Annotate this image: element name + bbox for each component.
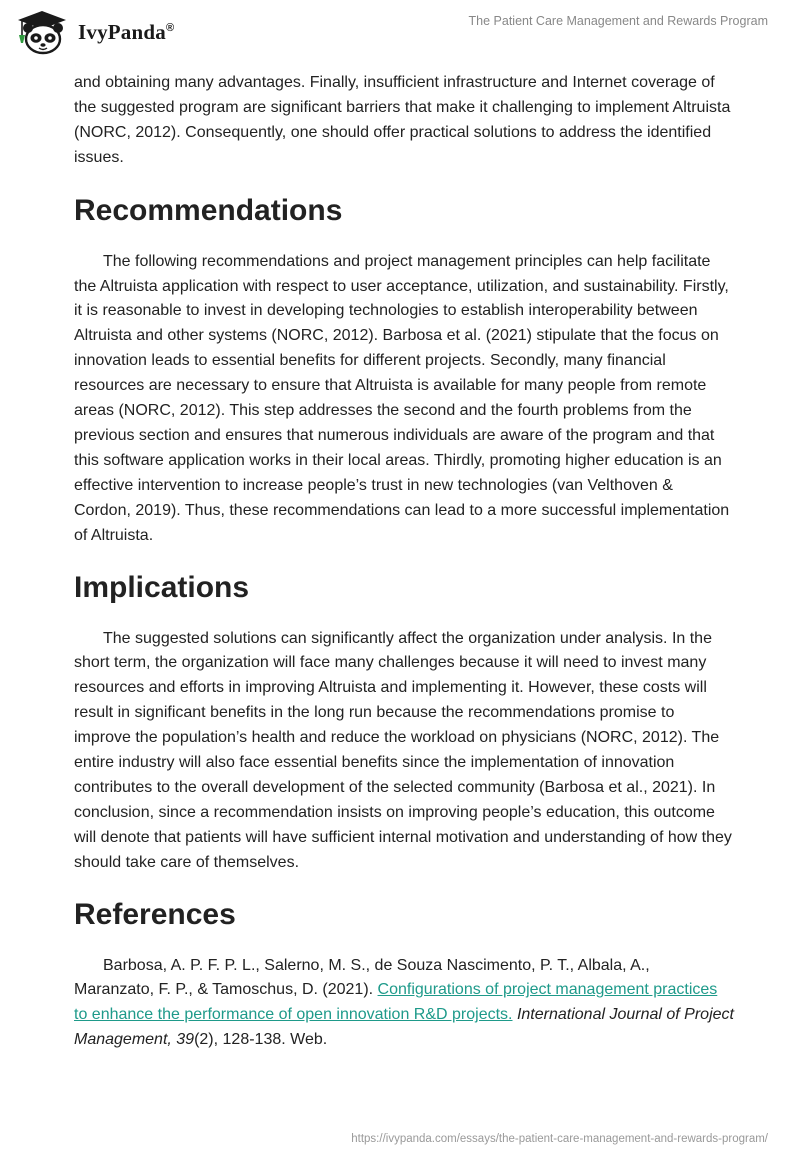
intro-paragraph: and obtaining many advantages. Finally, insufficient infrastructure and Internet coverage of the suggested program are significant barriers that make it challenging to implement Altruista (NORC, 2012). Consequently, one should offer practical solutions to address the identified issues. bbox=[74, 74, 731, 166]
reference-journal: International Journal of Project Management, 39 bbox=[74, 1006, 734, 1049]
section-heading-implications: Implications bbox=[74, 570, 250, 604]
reference-link[interactable]: Configurations of project management practices to enhance the performance of open innovation R&D projects. bbox=[74, 981, 718, 1024]
document-title: The Patient Care Management and Rewards Program bbox=[468, 14, 768, 28]
panda-mascot-icon bbox=[14, 9, 70, 55]
reference-issue-pages: (2), 128-138. Web. bbox=[194, 1031, 328, 1049]
essay-body bbox=[74, 71, 734, 1053]
section-heading-references: References bbox=[74, 897, 236, 931]
section-heading-recommendations: Recommendations bbox=[74, 193, 343, 227]
footer-url[interactable]: https://ivypanda.com/essays/the-patient-care-management-and-rewards-program/ bbox=[351, 1133, 768, 1145]
reference-entry bbox=[74, 954, 734, 1054]
brand-logo[interactable] bbox=[14, 8, 174, 56]
recommendations-paragraph: The following recommendations and project management principles can help facilitate the Altruista application with respect to user acceptance, utilization, and sustainability. Firstly, it is reasonable to invest in developing technologies to establish interoperability between Altruista and other systems (NORC, 2012). Barbosa et al. (2021) stipulate that the focus on innovation leads to essential benefits for different projects. Secondly, many financial resources are necessary to ensure that Altruista is available for many people from remote areas (NORC, 2012). This step addresses the second and the fourth problems from the previous section and ensures that numerous individuals are aware of the program and that this software application works in their local areas. Thirdly, promoting higher education is an effective intervention to increase people’s trust in new technologies (van Velthoven & Cordon, 2019). Thus, these recommendations can lead to a more successful implementation of Altruista. bbox=[74, 252, 730, 544]
implications-paragraph: The suggested solutions can significantly affect the organization under analysis. In the short term, the organization will face many challenges because it will need to invest many resources and efforts in improving Altruista and implementing it. However, these costs will result in significant benefits in the long run because the recommendations promise to improve the population’s health and reduce the workload on physicians (NORC, 2012). The entire industry will also face essential benefits since the implementation of innovation contributes to the overall development of the selected community (Barbosa et al., 2021). In conclusion, since a recommendation insists on improving people’s education, this outcome will denote that patients will have sufficient internal motivation and understanding of how they should take care of themselves. bbox=[74, 629, 732, 871]
brand-name: IvyPanda® bbox=[78, 19, 175, 44]
reference-authors: Barbosa, A. P. F. P. L., Salerno, M. S., de Souza Nascimento, P. T., Albala, A., Maranzato, F. P., & Tamoschus, D. (2021). bbox=[74, 956, 650, 999]
page-header bbox=[0, 0, 800, 64]
